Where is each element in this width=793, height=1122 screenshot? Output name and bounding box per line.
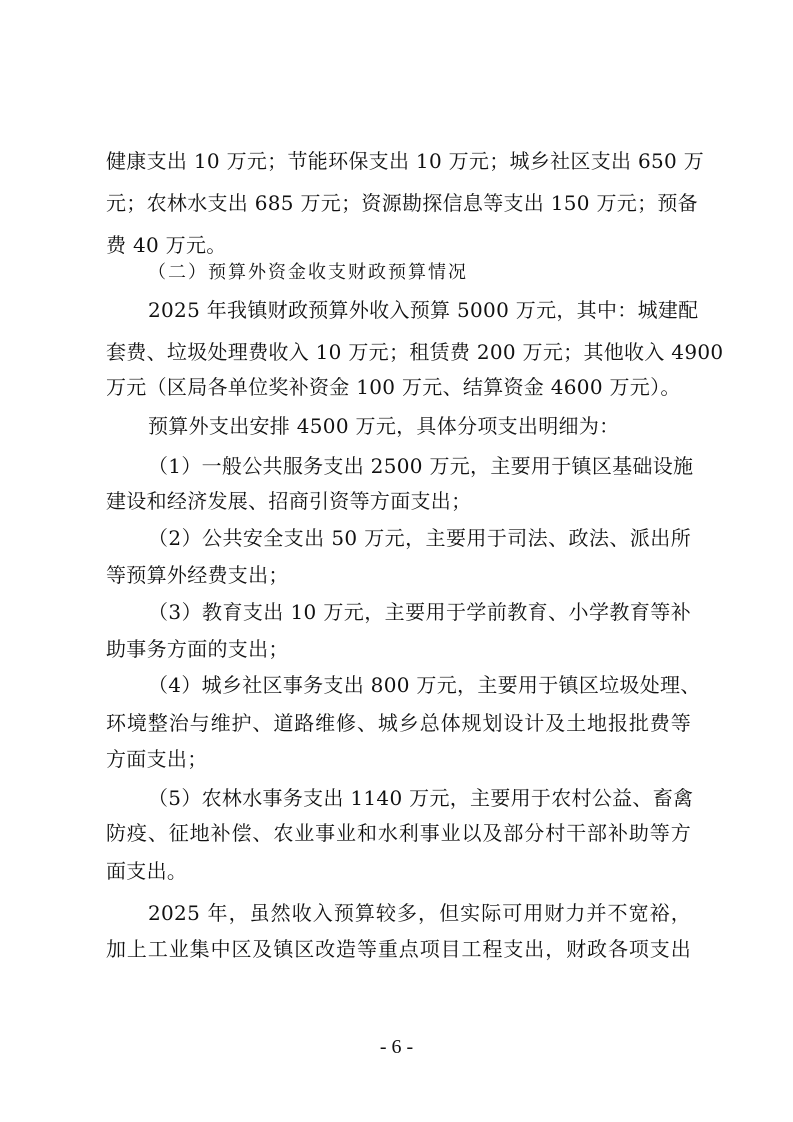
text-line-19: 防疫、征地补偿、农业事业和水利事业以及部分村干部补助等方 [106,821,691,845]
text-line-21: 2025 年，虽然收入预算较多，但实际可用财力并不宽裕， [148,901,691,925]
text-line-13: （3）教育支出 10 万元，主要用于学前教育、小学教育等补 [148,600,691,624]
text-line-8: 预算外支出安排 4500 万元，具体分项支出明细为： [148,414,620,438]
text-line-7: 万元（区局各单位奖补资金 100 万元、结算资金 4600 万元）。 [106,375,681,399]
section-heading: （二）预算外资金收支财政预算情况 [148,262,468,283]
text-line-16: 环境整治与维护、道路维修、城乡总体规划设计及土地报批费等 [106,711,691,735]
text-line-12: 等预算外经费支出； [106,563,289,587]
text-line-6: 套费、垃圾处理费收入 10 万元；租赁费 200 万元；其他收入 4900 [106,340,724,364]
text-line-14: 助事务方面的支出； [106,637,289,661]
text-line-1: 健康支出 10 万元；节能环保支出 10 万元；城乡社区支出 650 万 [106,149,705,173]
text-line-3: 费 40 万元。 [106,233,227,257]
text-line-17: 方面支出； [106,747,208,771]
text-line-20: 面支出。 [106,859,188,883]
text-line-5: 2025 年我镇财政预算外收入预算 5000 万元，其中：城建配 [148,298,699,322]
text-line-22: 加上工业集中区及镇区改造等重点项目工程支出，财政各项支出 [106,937,691,961]
text-line-18: （5）农林水事务支出 1140 万元，主要用于农村公益、畜禽 [148,786,694,810]
text-line-15: （4）城乡社区事务支出 800 万元，主要用于镇区垃圾处理、 [148,673,701,697]
text-line-10: 建设和经济发展、招商引资等方面支出； [106,489,472,513]
text-line-11: （2）公共安全支出 50 万元，主要用于司法、政法、派出所 [148,526,691,550]
text-line-9: （1）一般公共服务支出 2500 万元，主要用于镇区基础设施 [148,454,694,478]
text-line-2: 元；农林水支出 685 万元；资源勘探信息等支出 150 万元；预备 [106,191,698,215]
page-number: - 6 - [379,1036,414,1058]
